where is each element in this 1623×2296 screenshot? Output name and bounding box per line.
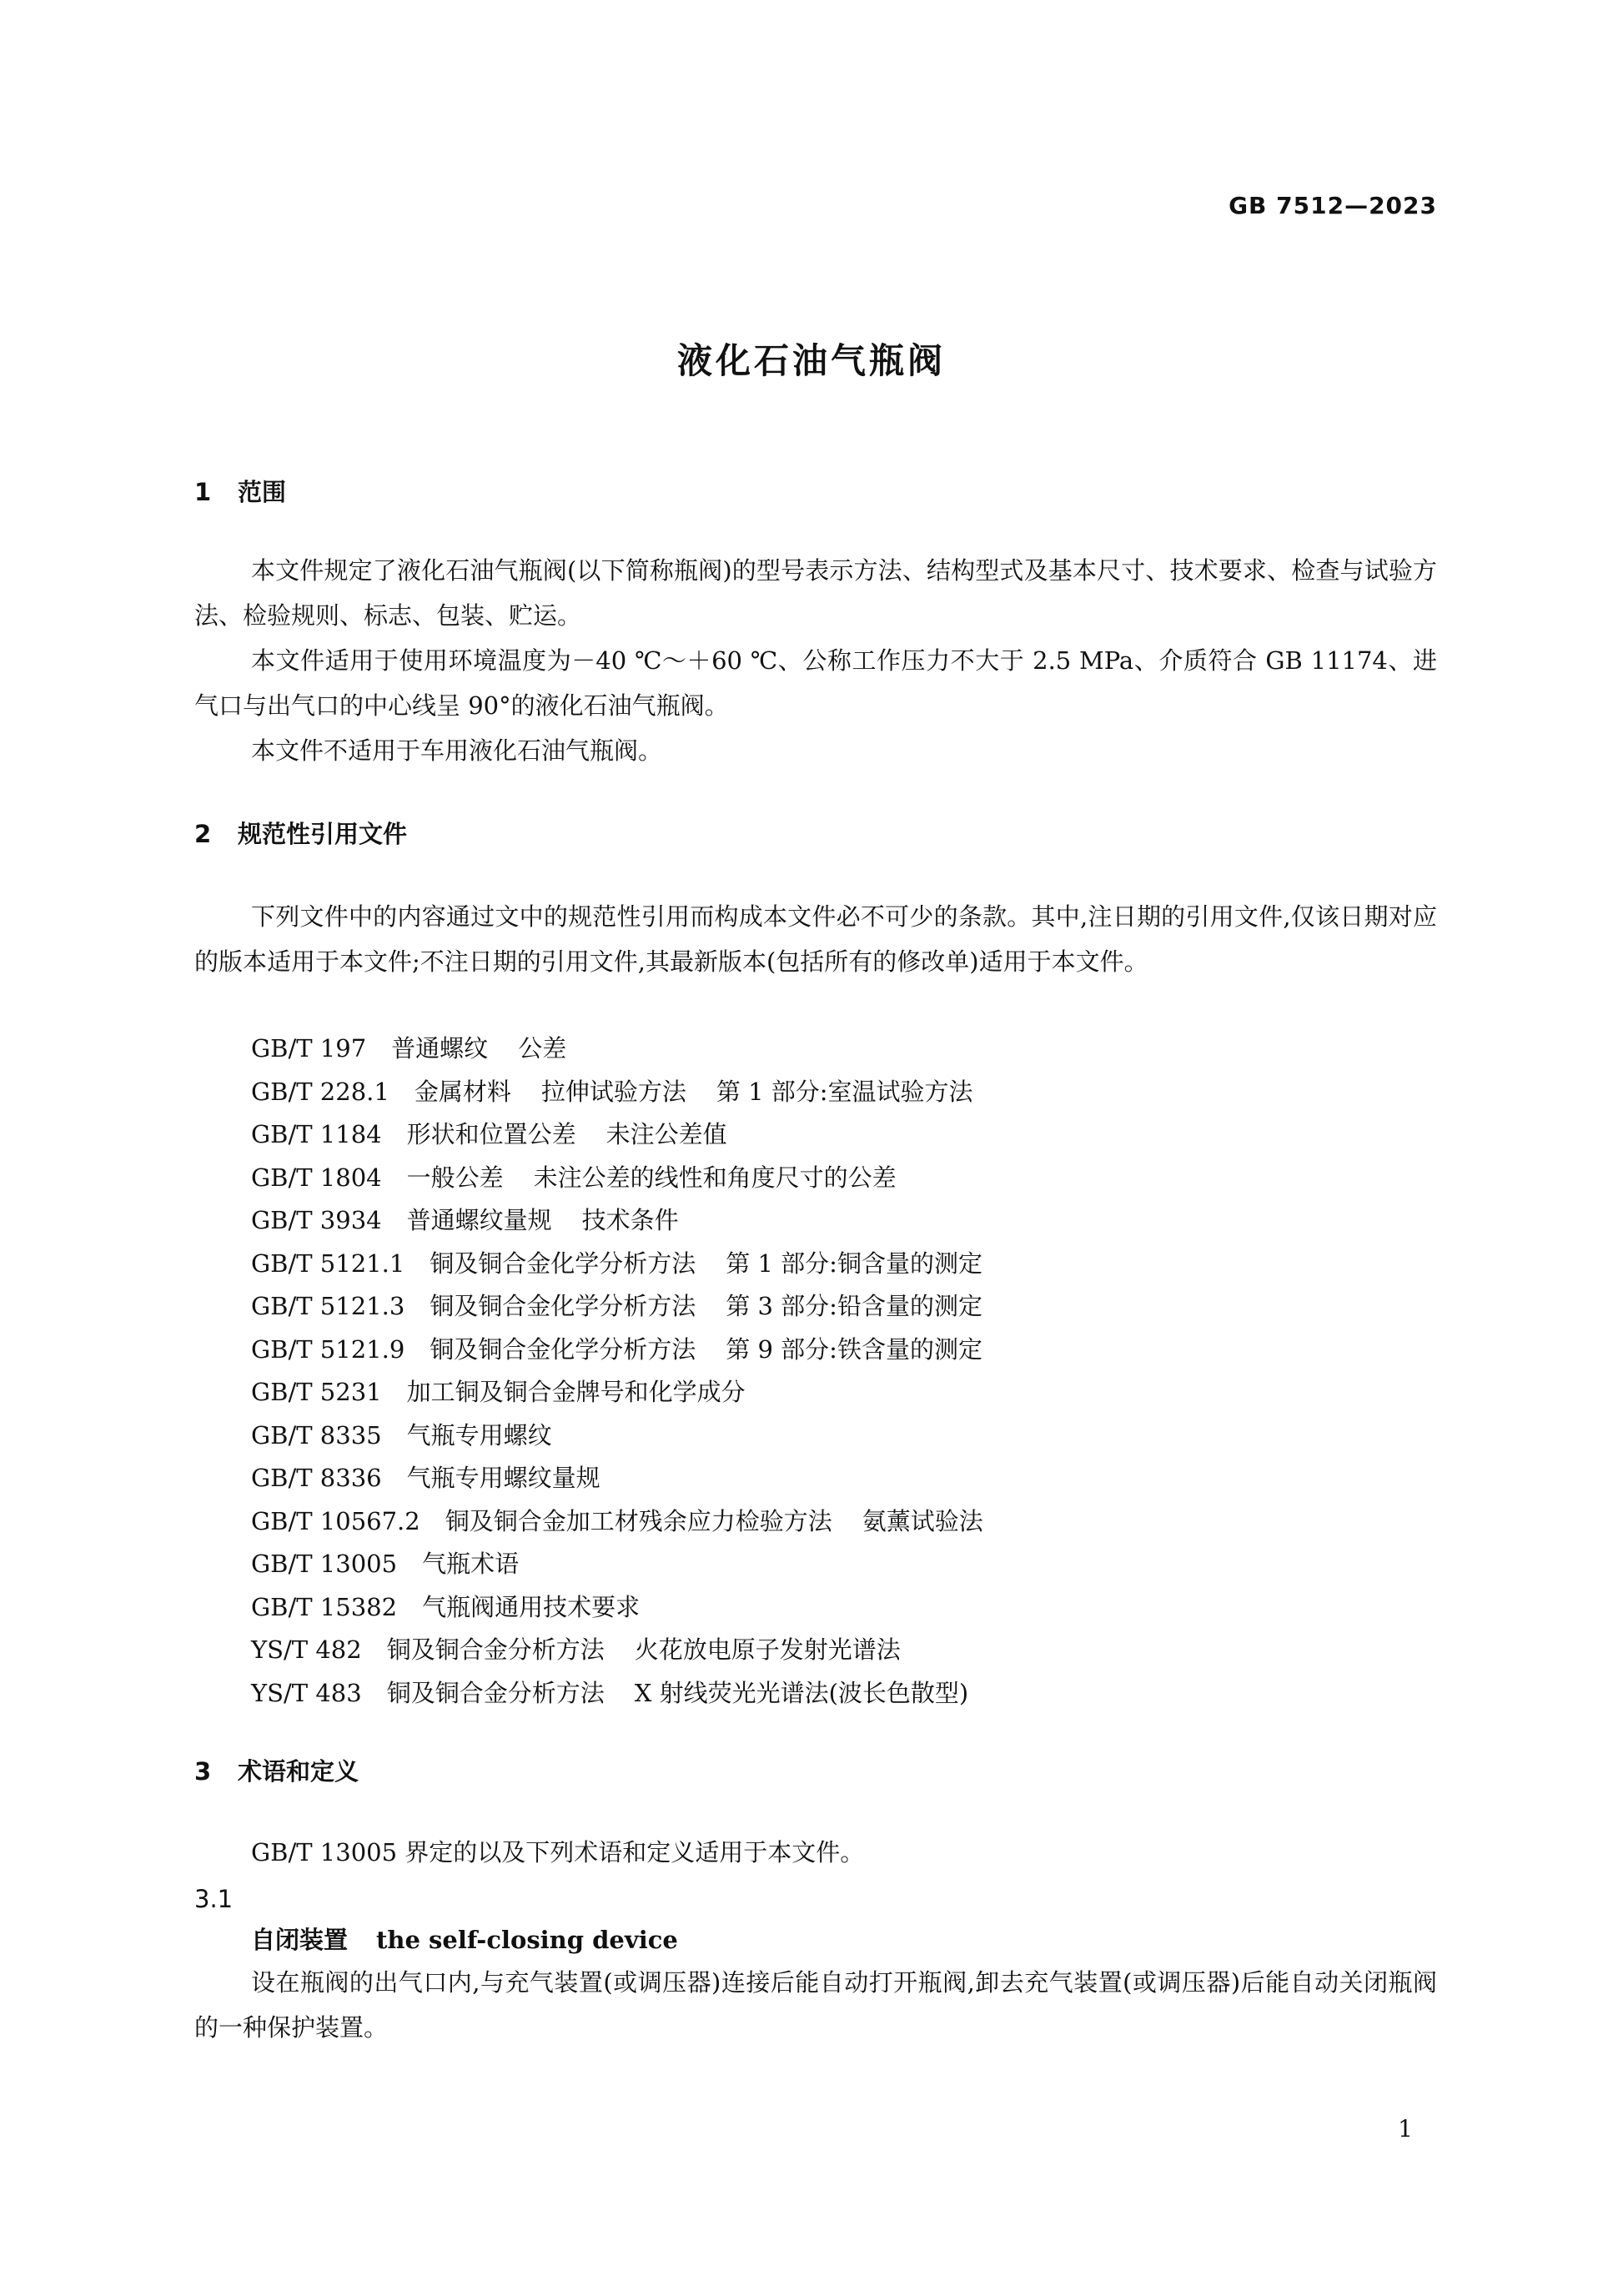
reference-item [251, 1371, 983, 1414]
reference-item [251, 1243, 983, 1286]
reference-code: YS/T 482 [251, 1635, 362, 1664]
reference-title-part: 气瓶术语 [422, 1550, 520, 1578]
reference-item [251, 1414, 983, 1458]
term-number: 3.1 [194, 1885, 234, 1913]
standard-number: GB 7512—2023 [1229, 192, 1437, 219]
reference-code: GB/T 5231 [251, 1378, 382, 1406]
reference-title-part: 铜及铜合金分析方法 [386, 1678, 605, 1707]
term-title [251, 1922, 678, 1956]
reference-item [251, 1157, 983, 1200]
reference-title-part: 铜及铜合金化学分析方法 [430, 1334, 696, 1364]
terms-intro: GB/T 13005 界定的以及下列术语和定义适用于本文件。 [251, 1838, 865, 1866]
reference-list [251, 1027, 983, 1715]
reference-title-part: 拉伸试验方法 [540, 1077, 686, 1106]
reference-title-part: 金属材料 [414, 1077, 511, 1106]
reference-code: GB/T 1804 [251, 1163, 382, 1192]
section-title: 范围 [238, 478, 287, 506]
section-heading-normative-references [194, 816, 407, 850]
reference-title-part: 第 9 部分:铁含量的测定 [726, 1334, 982, 1364]
reference-code: GB/T 1184 [251, 1120, 382, 1148]
reference-item [251, 1629, 983, 1672]
section-number: 3 [194, 1757, 212, 1786]
reference-item [251, 1457, 983, 1500]
section-number: 1 [194, 478, 212, 506]
reference-item [251, 1071, 983, 1114]
reference-code: GB/T 3934 [251, 1206, 382, 1234]
reference-title-part: 铜及铜合金加工材残余应力检验方法 [445, 1506, 832, 1535]
reference-title-part: 形状和位置公差 [406, 1120, 576, 1148]
reference-title-part: X 射线荧光光谱法(波长色散型) [634, 1678, 969, 1707]
reference-item [251, 1285, 983, 1329]
reference-item [251, 1543, 983, 1586]
reference-title-part: 普通螺纹量规 [406, 1206, 552, 1234]
reference-title-part: 加工铜及铜合金牌号和化学成分 [406, 1378, 746, 1406]
reference-code: GB/T 5121.3 [251, 1292, 405, 1320]
reference-code: GB/T 5121.9 [251, 1334, 405, 1364]
section-number: 2 [194, 820, 212, 848]
reference-title-part: 未注公差的线性和角度尺寸的公差 [533, 1163, 897, 1192]
reference-title-part: 气瓶阀通用技术要求 [422, 1592, 641, 1621]
reference-code: GB/T 5121.1 [251, 1248, 405, 1278]
reference-title-part: 第 1 部分:铜含量的测定 [726, 1248, 982, 1278]
document-title: 液化石油气瓶阀 [676, 340, 946, 381]
reference-code: YS/T 483 [251, 1678, 362, 1707]
reference-code: GB/T 13005 [251, 1550, 398, 1578]
reference-title-part: 技术条件 [581, 1206, 679, 1234]
reference-code: GB/T 8335 [251, 1420, 382, 1449]
scope-paragraph-1: 本文件规定了液化石油气瓶阀(以下简称瓶阀)的型号表示方法、结构型式及基本尺寸、技术要求、检查与试验方法、检验规则、标志、包装、贮运。 [194, 556, 1437, 630]
reference-title-part: 铜及铜合金化学分析方法 [430, 1292, 696, 1320]
reference-item [251, 1113, 983, 1157]
section-title: 术语和定义 [238, 1757, 359, 1786]
reference-title-part: 铜及铜合金化学分析方法 [430, 1248, 696, 1278]
reference-title-part: 普通螺纹 [391, 1034, 489, 1063]
reference-item [251, 1672, 983, 1716]
reference-title-part: 第 3 部分:铅含量的测定 [726, 1292, 982, 1320]
section-heading-scope [194, 474, 286, 508]
reference-code: GB/T 228.1 [251, 1077, 389, 1106]
reference-item [251, 1027, 983, 1071]
scope-paragraph-2: 本文件适用于使用环境温度为－40 ℃～＋60 ℃、公称工作压力不大于 2.5 MPa、介质符合 GB 11174、进气口与出气口的中心线呈 90°的液化石油气瓶阀。 [194, 646, 1437, 720]
reference-title-part: 火花放电原子发射光谱法 [634, 1635, 901, 1664]
reference-title-part: 第 1 部分:室温试验方法 [716, 1077, 973, 1106]
section-title: 规范性引用文件 [238, 820, 408, 848]
reference-title-part: 一般公差 [406, 1163, 504, 1192]
page-number: 1 [1398, 2115, 1413, 2143]
reference-code: GB/T 8336 [251, 1464, 382, 1492]
reference-code: GB/T 10567.2 [251, 1506, 420, 1535]
reference-title-part: 公差 [518, 1034, 567, 1063]
reference-title-part: 氨薰试验法 [862, 1506, 983, 1535]
scope-paragraph-3: 本文件不适用于车用液化石油气瓶阀。 [251, 736, 663, 765]
reference-item [251, 1329, 983, 1372]
reference-title-part: 气瓶专用螺纹量规 [406, 1464, 600, 1492]
reference-code: GB/T 197 [251, 1034, 367, 1063]
term-name-zh: 自闭装置 [251, 1926, 349, 1954]
reference-item [251, 1199, 983, 1243]
reference-title-part: 铜及铜合金分析方法 [386, 1635, 605, 1664]
reference-title-part: 气瓶专用螺纹 [406, 1420, 552, 1449]
references-intro: 下列文件中的内容通过文中的规范性引用而构成本文件必不可少的条款。其中,注日期的引用文件,仅该日期对应的版本适用于本文件;不注日期的引用文件,其最新版本(包括所有的修改单)适用于本文件。 [194, 902, 1437, 976]
reference-title-part: 未注公差值 [605, 1120, 727, 1148]
section-heading-terms [194, 1753, 359, 1787]
term-definition: 设在瓶阀的出气口内,与充气装置(或调压器)连接后能自动打开瓶阀,卸去充气装置(或调压器)后能自动关闭瓶阀的一种保护装置。 [194, 1968, 1437, 2042]
reference-code: GB/T 15382 [251, 1592, 398, 1621]
term-name-en: the self-closing device [376, 1926, 678, 1954]
reference-item [251, 1500, 983, 1544]
reference-item [251, 1586, 983, 1630]
